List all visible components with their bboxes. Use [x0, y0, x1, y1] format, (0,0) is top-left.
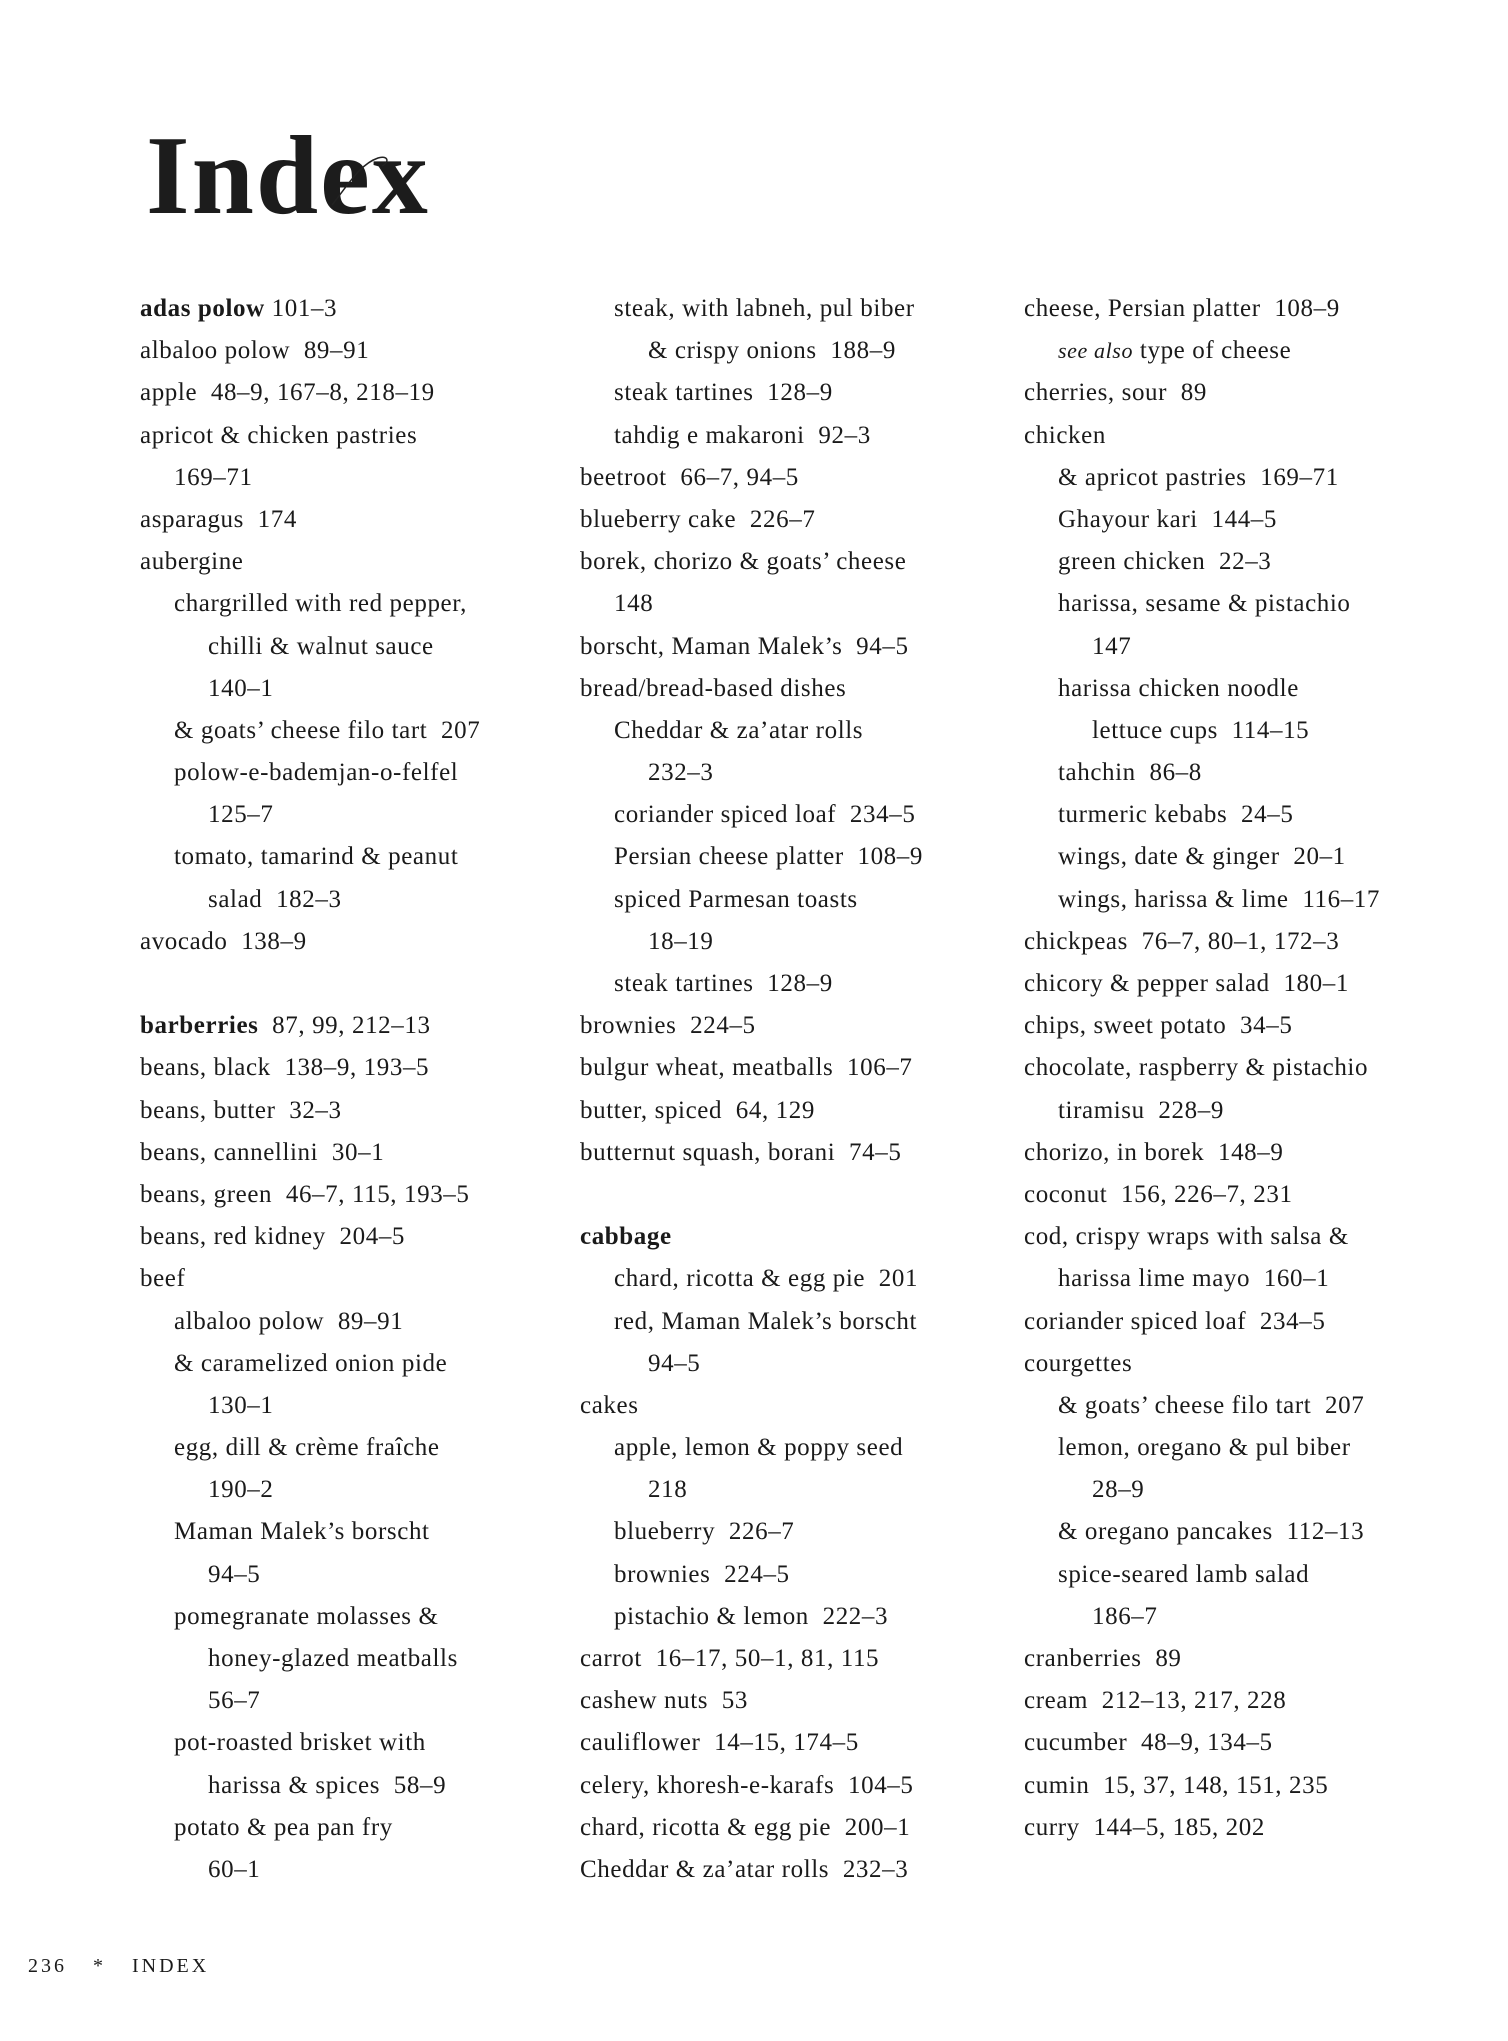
- index-entry: [140, 1427, 570, 1469]
- index-entry: [1024, 372, 1454, 414]
- index-entry-text: butter, spiced 64, 129: [580, 1096, 815, 1124]
- index-entry-text: apple, lemon & poppy seed: [614, 1434, 904, 1462]
- index-entry: [580, 1511, 1010, 1553]
- index-entry-text: 87, 99, 212–13: [258, 1012, 431, 1040]
- index-entry: [140, 836, 570, 878]
- index-entry: [1024, 330, 1454, 372]
- index-column-1: [140, 288, 570, 1891]
- index-entry-text: beans, cannellini 30–1: [140, 1138, 385, 1166]
- index-entry: [580, 1090, 1010, 1132]
- index-entry-text: red, Maman Malek’s borscht: [614, 1307, 918, 1335]
- index-entry: [580, 921, 1010, 963]
- index-entry-text: 140–1: [208, 674, 274, 702]
- index-entry-text: celery, khoresh-e-karafs 104–5: [580, 1771, 914, 1799]
- index-entry: [580, 1680, 1010, 1722]
- index-entry-text: 232–3: [648, 759, 714, 787]
- index-entry: [140, 1132, 570, 1174]
- index-entry: [580, 1765, 1010, 1807]
- index-entry: [140, 1596, 570, 1638]
- index-entry: [580, 1132, 1010, 1174]
- index-entry-text: polow-e-bademjan-o-felfel: [174, 759, 459, 787]
- index-entry-text: 147: [1092, 632, 1132, 660]
- index-headword: barberries: [140, 1012, 259, 1040]
- index-entry-text: cashew nuts 53: [580, 1687, 748, 1715]
- index-entry-text: pomegranate molasses &: [174, 1602, 439, 1630]
- index-entry-text: apple 48–9, 167–8, 218–19: [140, 379, 435, 407]
- index-entry: [140, 415, 570, 457]
- index-entry: [140, 457, 570, 499]
- index-entry: [140, 330, 570, 372]
- index-entry: [580, 1385, 1010, 1427]
- index-entry-text: wings, date & ginger 20–1: [1058, 843, 1346, 871]
- index-entry-text: Cheddar & za’atar rolls 232–3: [580, 1855, 909, 1883]
- index-entry-text: steak tartines 128–9: [614, 970, 833, 997]
- index-entry-text: type of cheese: [1133, 337, 1292, 365]
- index-entry: [1024, 1469, 1454, 1511]
- index-entry: [140, 1849, 570, 1891]
- index-entry-text: chargrilled with red pepper,: [174, 590, 468, 618]
- index-entry-text: beans, green 46–7, 115, 193–5: [140, 1180, 470, 1208]
- index-entry-text: steak, with labneh, pul biber: [614, 295, 915, 322]
- index-entry-text: chocolate, raspberry & pistachio: [1024, 1054, 1369, 1082]
- index-entry-text: avocado 138–9: [140, 927, 307, 955]
- index-entry-text: coriander spiced loaf 234–5: [614, 801, 916, 829]
- index-entry: [580, 541, 1010, 583]
- index-entry: [1024, 1258, 1454, 1300]
- index-entry: [1024, 1554, 1454, 1596]
- index-entry: [1024, 1090, 1454, 1132]
- index-entry: [140, 1469, 570, 1511]
- index-entry: [580, 415, 1010, 457]
- index-entry-text: 94–5: [648, 1349, 701, 1377]
- index-entry-text: harissa, sesame & pistachio: [1058, 590, 1351, 618]
- index-entry: [140, 879, 570, 921]
- index-entry-text: steak tartines 128–9: [614, 379, 833, 407]
- index-entry-text: turmeric kebabs 24–5: [1058, 801, 1294, 829]
- index-entry-text: 101–3: [264, 295, 338, 322]
- index-entry: [140, 710, 570, 752]
- index-entry-text: curry 144–5, 185, 202: [1024, 1813, 1265, 1841]
- index-entry-text: chicken: [1024, 421, 1106, 449]
- index-entry-text: chard, ricotta & egg pie 200–1: [580, 1813, 911, 1841]
- index-entry-text: 28–9: [1092, 1476, 1145, 1504]
- index-entry: [140, 1722, 570, 1764]
- index-column-2: [580, 288, 1010, 1891]
- index-entry: [1024, 499, 1454, 541]
- index-entry-text: spice-seared lamb salad: [1058, 1560, 1310, 1588]
- index-entry: [1024, 1638, 1454, 1680]
- index-entry: [580, 1807, 1010, 1849]
- index-entry-text: & goats’ cheese filo tart 207: [1058, 1391, 1365, 1419]
- index-entry: [1024, 1765, 1454, 1807]
- index-entry: [140, 1807, 570, 1849]
- index-entry-text: 186–7: [1092, 1602, 1158, 1630]
- index-entry-text: harissa lime mayo 160–1: [1058, 1265, 1330, 1293]
- index-entry: [1024, 879, 1454, 921]
- index-entry-text: wings, harissa & lime 116–17: [1058, 885, 1381, 913]
- index-entry: [1024, 1511, 1454, 1553]
- index-entry: [580, 1722, 1010, 1764]
- index-entry: [1024, 1174, 1454, 1216]
- index-entry-text: cod, crispy wraps with salsa &: [1024, 1223, 1349, 1251]
- index-entry-text: brownies 224–5: [580, 1012, 756, 1040]
- index-entry-text: Persian cheese platter 108–9: [614, 843, 923, 871]
- index-entry: [580, 499, 1010, 541]
- index-entry: [1024, 836, 1454, 878]
- index-entry: [1024, 583, 1454, 625]
- index-entry-text: & caramelized onion pide: [174, 1349, 448, 1377]
- index-entry: [140, 1680, 570, 1722]
- index-entry-text: beetroot 66–7, 94–5: [580, 463, 799, 491]
- index-entry: [580, 1427, 1010, 1469]
- index-entry: [1024, 668, 1454, 710]
- index-entry-text: bread/bread-based dishes: [580, 674, 847, 702]
- index-entry-text: egg, dill & crème fraîche: [174, 1434, 440, 1462]
- index-entry-text: cakes: [580, 1391, 639, 1419]
- index-entry-text: 169–71: [174, 463, 253, 491]
- index-entry-text: tomato, tamarind & peanut: [174, 843, 459, 871]
- index-headword: adas polow: [140, 295, 265, 322]
- index-entry: [140, 1258, 570, 1300]
- index-entry-text: cream 212–13, 217, 228: [1024, 1687, 1287, 1715]
- index-entry: [1024, 794, 1454, 836]
- index-entry: [580, 288, 1010, 330]
- index-entry-text: blueberry cake 226–7: [580, 505, 816, 533]
- index-entry: [580, 626, 1010, 668]
- index-entry-text: 60–1: [208, 1855, 261, 1883]
- index-entry-text: albaloo polow 89–91: [140, 337, 370, 365]
- index-entry-text: chilli & walnut sauce: [208, 632, 434, 660]
- index-entry-text: apricot & chicken pastries: [140, 421, 418, 449]
- index-entry-text: 148: [614, 590, 654, 618]
- index-entry: [1024, 1385, 1454, 1427]
- index-entry-text: bulgur wheat, meatballs 106–7: [580, 1054, 913, 1082]
- index-entry-text: green chicken 22–3: [1058, 548, 1272, 576]
- index-entry-text: & crispy onions 188–9: [648, 337, 896, 365]
- index-entry: [1024, 1005, 1454, 1047]
- index-entry: [1024, 752, 1454, 794]
- index-entry-text: 190–2: [208, 1476, 274, 1504]
- page-number: 236: [28, 1955, 67, 1977]
- index-entry: [580, 1005, 1010, 1047]
- index-entry: [580, 794, 1010, 836]
- index-entry: [140, 1174, 570, 1216]
- page-title: Index: [146, 114, 430, 238]
- index-entry: [1024, 1216, 1454, 1258]
- title-swash-ornament: [330, 150, 390, 210]
- index-entry: [580, 1638, 1010, 1680]
- footer-separator: *: [93, 1955, 106, 1977]
- index-entry-text: pistachio & lemon 222–3: [614, 1602, 889, 1630]
- index-entry: [580, 668, 1010, 710]
- index-entry-text: chorizo, in borek 148–9: [1024, 1138, 1284, 1166]
- index-entry-text: Cheddar & za’atar rolls: [614, 716, 864, 744]
- index-entry: [1024, 1596, 1454, 1638]
- index-entry: [140, 668, 570, 710]
- index-entry-text: beef: [140, 1265, 186, 1293]
- index-entry-text: & oregano pancakes 112–13: [1058, 1518, 1365, 1546]
- index-entry-text: carrot 16–17, 50–1, 81, 115: [580, 1645, 880, 1672]
- index-entry: [580, 1469, 1010, 1511]
- index-entry-text: asparagus 174: [140, 505, 297, 533]
- index-entry: [140, 1554, 570, 1596]
- index-entry-text: cherries, sour 89: [1024, 379, 1207, 407]
- index-entry: [140, 1765, 570, 1807]
- index-entry-text: aubergine: [140, 548, 244, 576]
- index-entry-text: albaloo polow 89–91: [174, 1307, 404, 1335]
- index-entry-text: chips, sweet potato 34–5: [1024, 1012, 1293, 1040]
- index-entry-text: spiced Parmesan toasts: [614, 885, 858, 913]
- index-entry: [1024, 1680, 1454, 1722]
- index-entry-text: tahchin 86–8: [1058, 759, 1202, 787]
- index-entry-text: cheese, Persian platter 108–9: [1024, 295, 1340, 322]
- index-entry: [1024, 921, 1454, 963]
- index-entry: [580, 1047, 1010, 1089]
- index-entry: [580, 1343, 1010, 1385]
- index-entry: [1024, 1722, 1454, 1764]
- index-entry-text: lemon, oregano & pul biber: [1058, 1434, 1351, 1462]
- index-entry: [1024, 1807, 1454, 1849]
- index-entry: [1024, 1132, 1454, 1174]
- index-entry: [580, 1554, 1010, 1596]
- index-entry: [140, 626, 570, 668]
- index-spacer: [580, 1174, 1010, 1216]
- index-entry-text: & apricot pastries 169–71: [1058, 463, 1339, 491]
- index-entry: [140, 1301, 570, 1343]
- index-entry: [580, 583, 1010, 625]
- index-entry-text: salad 182–3: [208, 885, 342, 913]
- index-entry: [580, 879, 1010, 921]
- index-entry-text: 130–1: [208, 1391, 274, 1419]
- index-entry-text: cranberries 89: [1024, 1645, 1182, 1672]
- index-entry: [140, 1216, 570, 1258]
- index-entry: [580, 1216, 1010, 1258]
- index-entry-text: butternut squash, borani 74–5: [580, 1138, 902, 1166]
- index-entry: [580, 457, 1010, 499]
- index-entry: [1024, 457, 1454, 499]
- index-entry-text: beans, butter 32–3: [140, 1096, 342, 1124]
- index-entry: [140, 1385, 570, 1427]
- index-entry: [140, 1005, 570, 1047]
- index-entry: [1024, 288, 1454, 330]
- index-entry: [140, 499, 570, 541]
- index-entry: [140, 921, 570, 963]
- index-entry-text: blueberry 226–7: [614, 1518, 795, 1546]
- index-entry-text: chickpeas 76–7, 80–1, 172–3: [1024, 927, 1340, 955]
- index-entry-text: potato & pea pan fry: [174, 1813, 393, 1841]
- cross-reference-label: see also: [1058, 338, 1134, 364]
- page-footer: [28, 1955, 227, 1978]
- index-entry: [140, 583, 570, 625]
- index-entry-text: 218: [648, 1476, 688, 1504]
- index-entry: [580, 1849, 1010, 1891]
- index-entry: [580, 1596, 1010, 1638]
- index-entry-text: borek, chorizo & goats’ cheese: [580, 548, 907, 576]
- index-entry: [1024, 1301, 1454, 1343]
- index-entry-text: tahdig e makaroni 92–3: [614, 421, 871, 449]
- index-entry-text: harissa chicken noodle: [1058, 674, 1299, 702]
- index-entry-text: beans, red kidney 204–5: [140, 1223, 406, 1251]
- index-entry: [580, 1301, 1010, 1343]
- index-entry: [140, 1047, 570, 1089]
- footer-section-title: INDEX: [132, 1955, 210, 1977]
- index-entry-text: coriander spiced loaf 234–5: [1024, 1307, 1326, 1335]
- index-entry: [140, 794, 570, 836]
- index-entry-text: Ghayour kari 144–5: [1058, 505, 1277, 533]
- index-entry: [1024, 1343, 1454, 1385]
- index-entry-text: pot-roasted brisket with: [174, 1729, 426, 1757]
- index-entry: [580, 330, 1010, 372]
- index-entry: [140, 541, 570, 583]
- index-entry-text: beans, black 138–9, 193–5: [140, 1054, 430, 1082]
- index-entry-text: Maman Malek’s borscht: [174, 1518, 430, 1546]
- index-entry-text: cauliflower 14–15, 174–5: [580, 1729, 859, 1757]
- index-headword: cabbage: [580, 1223, 672, 1251]
- index-entry-text: & goats’ cheese filo tart 207: [174, 716, 481, 744]
- index-entry: [1024, 710, 1454, 752]
- index-entry: [140, 372, 570, 414]
- index-entry: [140, 1090, 570, 1132]
- index-entry: [140, 288, 570, 330]
- index-entry: [580, 963, 1010, 1005]
- index-entry-text: cumin 15, 37, 148, 151, 235: [1024, 1771, 1329, 1799]
- index-entry-text: harissa & spices 58–9: [208, 1771, 447, 1799]
- index-spacer: [140, 963, 570, 1005]
- index-entry: [1024, 626, 1454, 668]
- index-entry-text: 125–7: [208, 801, 274, 829]
- index-entry: [580, 836, 1010, 878]
- index-entry-text: lettuce cups 114–15: [1092, 716, 1310, 744]
- index-entry: [1024, 541, 1454, 583]
- index-entry-text: chard, ricotta & egg pie 201: [614, 1265, 919, 1293]
- index-entry: [1024, 415, 1454, 457]
- index-entry: [580, 372, 1010, 414]
- index-entry: [140, 1638, 570, 1680]
- index-entry-text: 94–5: [208, 1560, 261, 1588]
- index-entry-text: courgettes: [1024, 1349, 1133, 1377]
- index-entry-text: tiramisu 228–9: [1058, 1096, 1224, 1124]
- index-entry: [1024, 1427, 1454, 1469]
- index-entry-text: 18–19: [648, 927, 714, 955]
- index-entry: [580, 1258, 1010, 1300]
- index-entry-text: honey-glazed meatballs: [208, 1645, 458, 1672]
- index-entry-text: borscht, Maman Malek’s 94–5: [580, 632, 909, 660]
- index-entry: [1024, 1047, 1454, 1089]
- index-entry: [1024, 963, 1454, 1005]
- index-entry-text: cucumber 48–9, 134–5: [1024, 1729, 1273, 1757]
- index-entry-text: chicory & pepper salad 180–1: [1024, 970, 1349, 997]
- index-entry: [140, 752, 570, 794]
- index-entry-text: brownies 224–5: [614, 1560, 790, 1588]
- index-entry-text: coconut 156, 226–7, 231: [1024, 1180, 1293, 1208]
- index-entry: [580, 710, 1010, 752]
- index-entry-text: 56–7: [208, 1687, 261, 1715]
- index-entry: [140, 1511, 570, 1553]
- index-entry: [140, 1343, 570, 1385]
- index-entry: [580, 752, 1010, 794]
- index-column-3: [1024, 288, 1454, 1849]
